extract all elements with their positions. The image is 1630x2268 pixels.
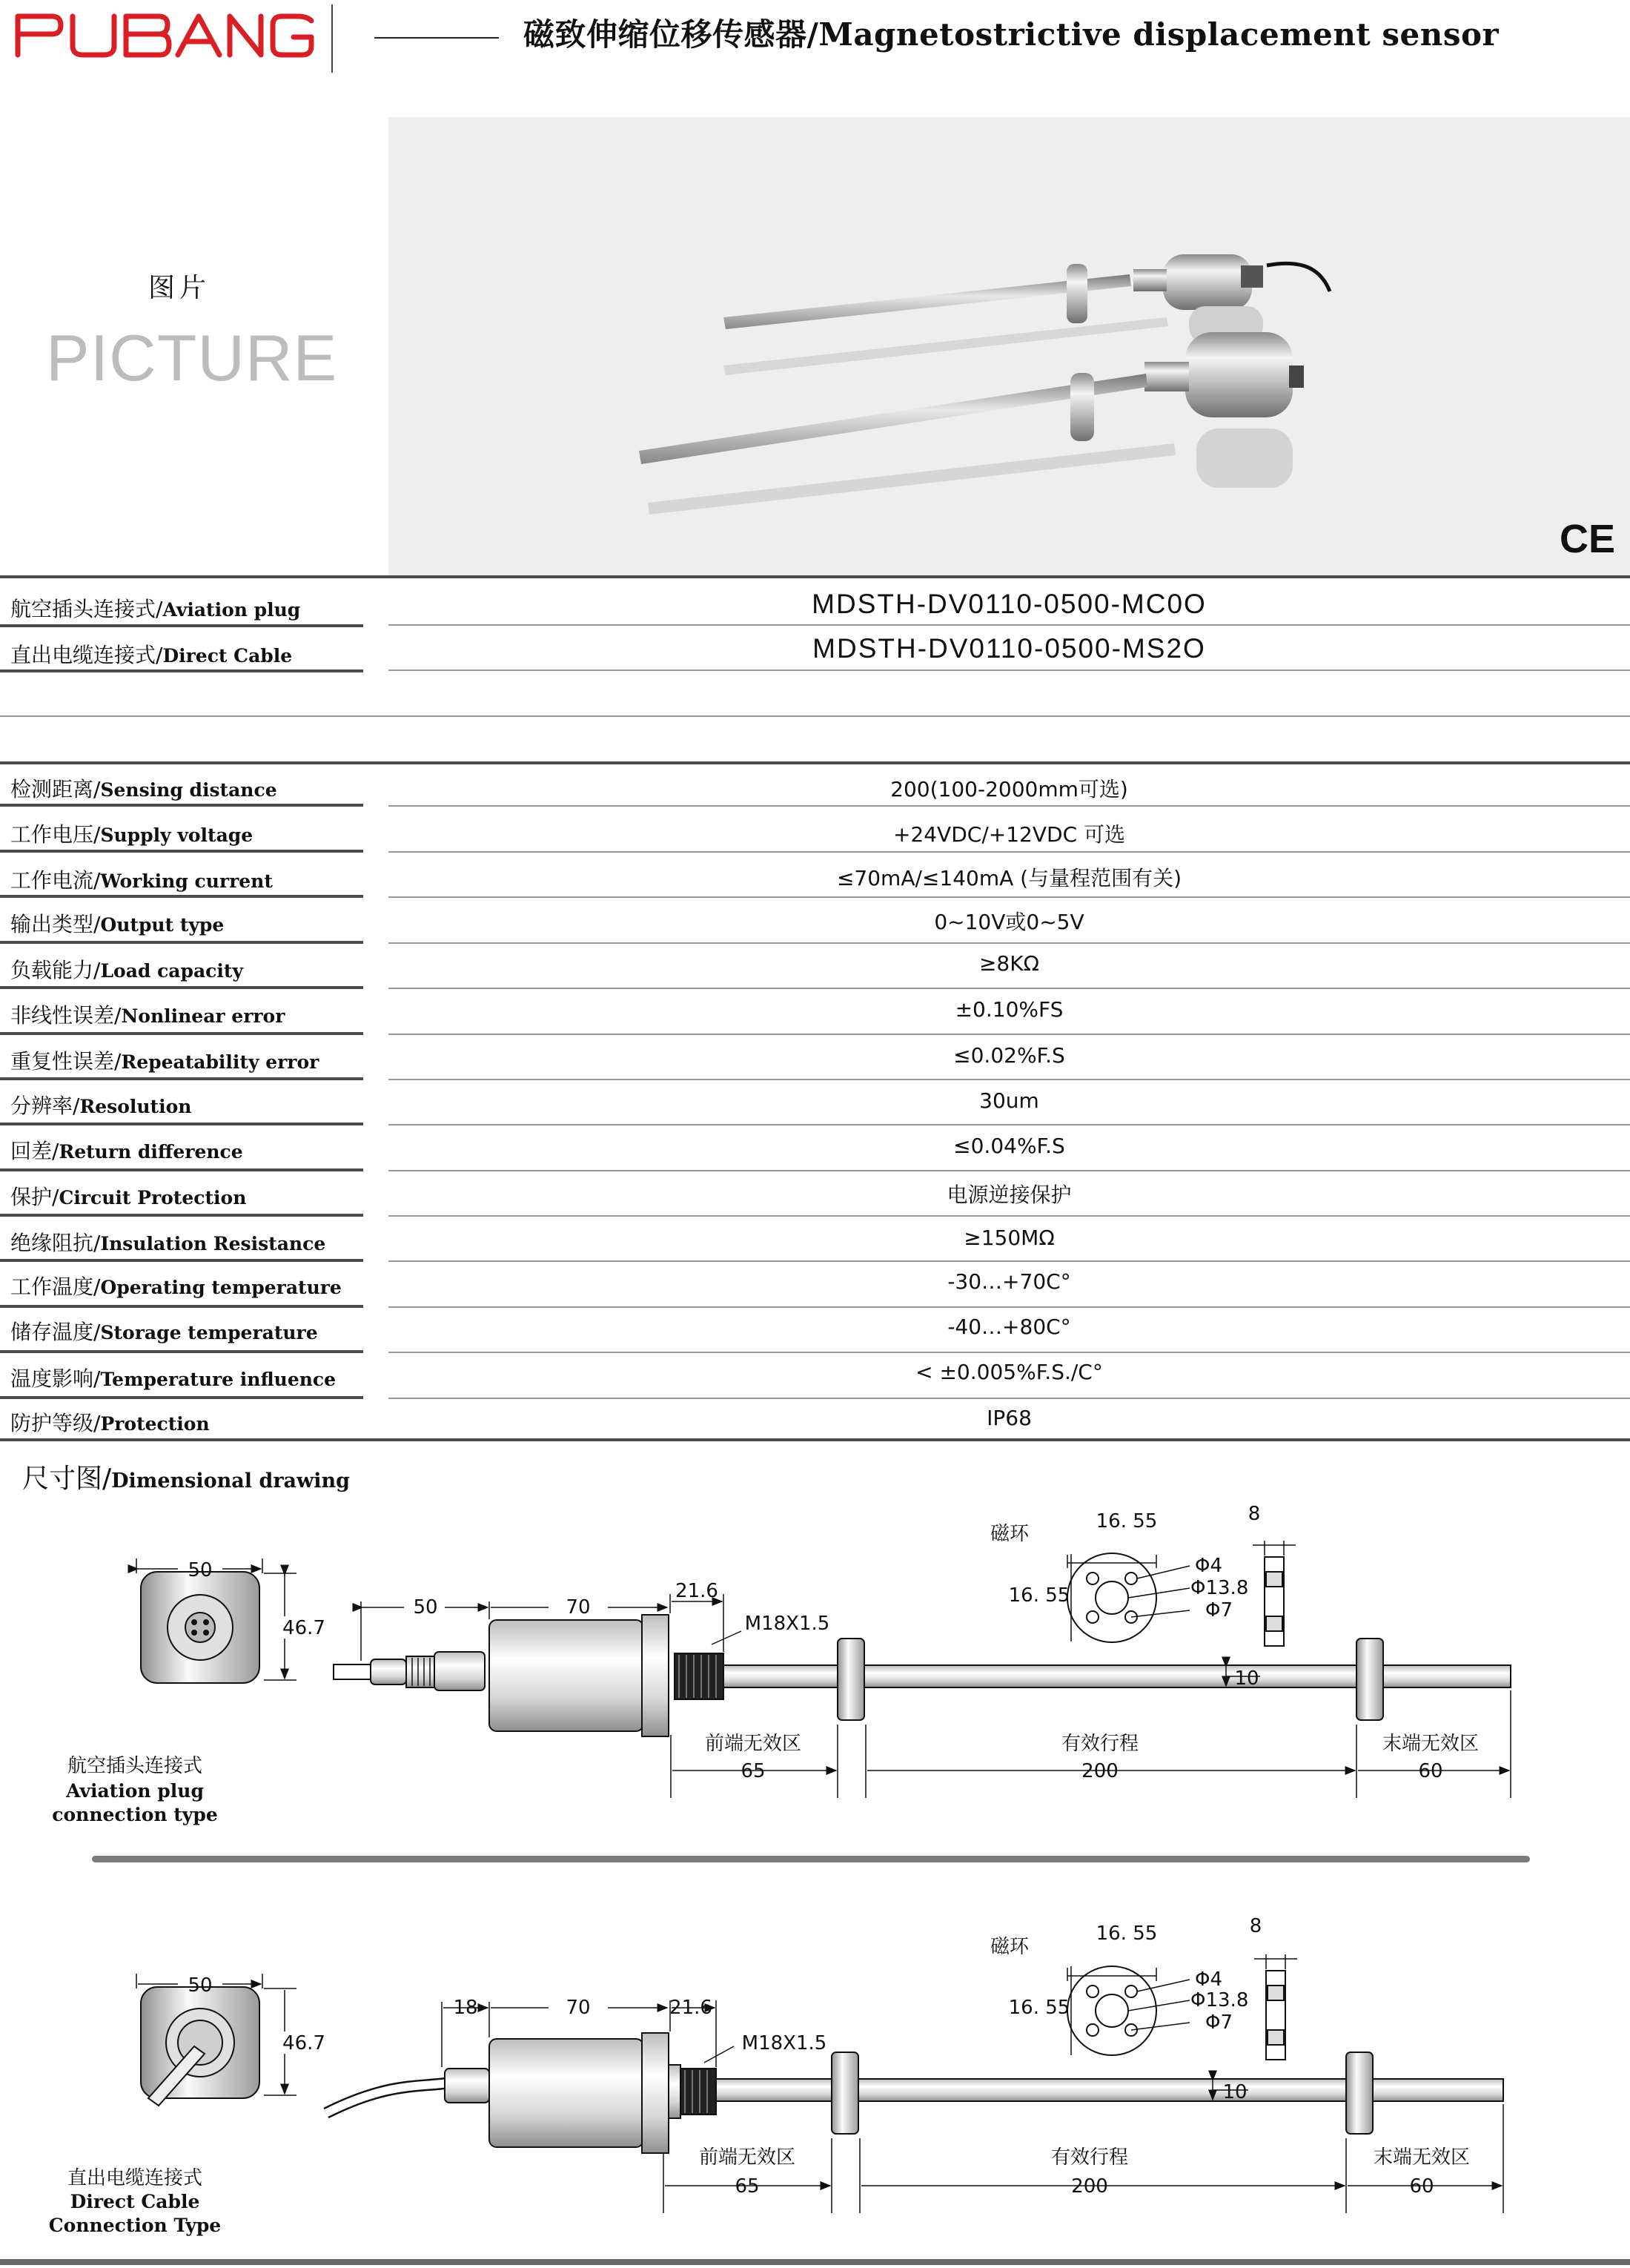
model-value: MDSTH-DV0110-0500-MC0O — [812, 589, 1207, 619]
spec-label: 检测距离/Sensing distance — [10, 777, 277, 801]
row-rule — [0, 1032, 363, 1035]
svg-text:10: 10 — [1222, 2081, 1248, 2103]
svg-text:50: 50 — [188, 1559, 213, 1581]
spec-value: ≤70mA/≤140mA (与量程范围有关) — [836, 866, 1182, 890]
spec-value: +24VDC/+12VDC 可选 — [892, 822, 1126, 847]
row-rule — [0, 761, 1630, 764]
svg-text:磁环: 磁环 — [990, 1936, 1030, 1958]
svg-text:65: 65 — [741, 1760, 766, 1782]
svg-text:18: 18 — [453, 1997, 478, 2019]
spec-value: -40…+80C° — [947, 1315, 1071, 1339]
row-rule — [0, 715, 1630, 717]
svg-text:10: 10 — [1234, 1667, 1259, 1690]
spec-label: 绝缘阻抗/Insulation Resistance — [10, 1231, 326, 1255]
svg-text:21.6: 21.6 — [675, 1580, 718, 1602]
svg-text:末端无效区: 末端无效区 — [1373, 2146, 1471, 2169]
svg-text:Φ13.8: Φ13.8 — [1190, 1577, 1249, 1599]
row-rule — [388, 1398, 1630, 1399]
row-rule — [0, 850, 363, 853]
row-rule — [388, 1170, 1630, 1171]
model-value: MDSTH-DV0110-0500-MS2O — [812, 633, 1206, 664]
row-rule — [388, 988, 1630, 989]
svg-text:Φ7: Φ7 — [1205, 2011, 1233, 2034]
spec-value: -30…+70C° — [947, 1269, 1071, 1294]
row-rule — [388, 624, 1630, 626]
row-rule — [0, 986, 363, 989]
row-rule — [0, 895, 363, 898]
spec-value: 200(100-2000mm可选) — [890, 777, 1128, 801]
row-rule — [0, 1305, 363, 1308]
row-rule — [0, 624, 363, 627]
row-rule — [388, 1079, 1630, 1080]
svg-text:50: 50 — [188, 1974, 213, 1997]
table-top-rule — [0, 575, 1630, 578]
svg-text:有效行程: 有效行程 — [1061, 1733, 1139, 1755]
row-rule — [0, 1077, 363, 1080]
svg-text:connection type: connection type — [52, 1804, 218, 1825]
row-rule — [388, 1306, 1630, 1308]
svg-text:直出电缆连接式: 直出电缆连接式 — [67, 2167, 203, 2189]
spec-label: 负载能力/Load capacity — [10, 958, 243, 982]
spec-value: ≤0.02%F.S — [953, 1043, 1065, 1068]
spec-label: 回差/Return difference — [10, 1139, 243, 1163]
svg-text:航空插头连接式: 航空插头连接式 — [67, 1755, 203, 1777]
dimensional-heading: 尺寸图/Dimensional drawing — [22, 1464, 351, 1494]
svg-text:70: 70 — [566, 1596, 591, 1619]
svg-text:M18X1.5: M18X1.5 — [744, 1613, 830, 1635]
spec-value: ±0.10%FS — [955, 997, 1064, 1022]
row-rule — [388, 896, 1630, 898]
svg-text:前端无效区: 前端无效区 — [704, 1733, 802, 1755]
spec-label: 工作电压/Supply voltage — [10, 822, 254, 847]
row-rule — [388, 851, 1630, 853]
svg-text:Φ13.8: Φ13.8 — [1190, 1989, 1249, 2011]
drawing-direct-cable-labels — [49, 1915, 1470, 2236]
row-rule — [0, 1350, 363, 1353]
svg-text:50: 50 — [413, 1596, 438, 1619]
svg-text:16. 55: 16. 55 — [1096, 1922, 1158, 1945]
svg-text:Φ7: Φ7 — [1205, 1599, 1233, 1621]
svg-text:前端无效区: 前端无效区 — [698, 2146, 796, 2169]
svg-text:60: 60 — [1409, 2175, 1434, 2198]
drawing-direct-cable — [136, 1954, 1503, 2213]
svg-text:46.7: 46.7 — [282, 2032, 325, 2054]
svg-text:21.6: 21.6 — [669, 1997, 712, 2019]
svg-text:8: 8 — [1249, 1915, 1262, 1937]
spec-value: ≥150MΩ — [964, 1226, 1055, 1250]
svg-text:46.7: 46.7 — [282, 1617, 325, 1639]
spec-label: 防护等级/Protection — [10, 1411, 210, 1435]
svg-text:70: 70 — [566, 1997, 591, 2019]
header-divider — [331, 4, 333, 73]
row-rule — [0, 1214, 363, 1217]
svg-text:16. 55: 16. 55 — [1008, 1584, 1070, 1607]
svg-text:末端无效区: 末端无效区 — [1382, 1733, 1480, 1755]
row-rule — [388, 670, 1630, 671]
svg-text:M18X1.5: M18X1.5 — [741, 2032, 827, 2054]
spec-label: 工作温度/Operating temperature — [10, 1274, 342, 1299]
svg-text:200: 200 — [1081, 1760, 1119, 1782]
row-rule — [388, 1124, 1630, 1125]
spec-value: < ±0.005%F.S./C° — [915, 1360, 1103, 1384]
spec-value: 30um — [979, 1088, 1039, 1113]
spec-value: 电源逆接保护 — [947, 1183, 1072, 1207]
picture-label-en: PICTURE — [46, 321, 338, 394]
row-rule — [0, 1396, 363, 1399]
row-rule — [0, 670, 363, 672]
spec-label: 工作电流/Working current — [10, 868, 273, 893]
svg-text:PUBANG: PUBANG — [165, 40, 169, 41]
row-rule — [388, 1260, 1630, 1262]
brand-logo — [13, 10, 317, 59]
svg-text:Φ4: Φ4 — [1195, 1555, 1223, 1577]
page-title: 磁致伸缩位移传感器/Magnetostrictive displacement sensor — [523, 16, 1500, 53]
spec-value: ≥8KΩ — [978, 951, 1040, 976]
svg-text:16. 55: 16. 55 — [1008, 1997, 1070, 2019]
row-rule — [0, 1438, 1630, 1441]
svg-text:65: 65 — [735, 2175, 760, 2198]
ce-mark: CE — [1560, 517, 1616, 561]
svg-text:Aviation plug: Aviation plug — [66, 1780, 204, 1802]
svg-text:Φ4: Φ4 — [1195, 1968, 1223, 1991]
product-photo — [388, 117, 1630, 575]
row-rule — [0, 1123, 363, 1125]
svg-text:磁环: 磁环 — [990, 1523, 1030, 1545]
footer-rule — [0, 2259, 1630, 2265]
model-label: 航空插头连接式/Aviation plug — [10, 597, 301, 621]
row-rule — [0, 941, 363, 944]
row-rule — [388, 1034, 1630, 1035]
model-label: 直出电缆连接式/Direct Cable — [10, 643, 293, 667]
spec-label: 保护/Circuit Protection — [10, 1185, 247, 1209]
row-rule — [388, 1352, 1630, 1353]
spec-value: 0~10V或0~5V — [934, 910, 1084, 934]
picture-label-cn: 图片 — [148, 273, 211, 303]
row-rule — [388, 942, 1630, 944]
svg-text:60: 60 — [1418, 1760, 1443, 1782]
row-rule — [388, 1215, 1630, 1217]
row-rule — [0, 1168, 363, 1171]
svg-text:Connection Type: Connection Type — [48, 2215, 222, 2236]
row-rule — [0, 804, 363, 807]
row-rule — [388, 805, 1630, 807]
dimensional-drawing — [0, 1483, 1630, 2259]
svg-text:8: 8 — [1248, 1503, 1261, 1525]
header-rule — [374, 37, 499, 39]
row-rule — [0, 1259, 363, 1262]
svg-text:有效行程: 有效行程 — [1050, 2146, 1129, 2169]
spec-value: ≤0.04%F.S — [953, 1134, 1065, 1158]
drawing-separator — [92, 1856, 1530, 1862]
svg-text:16. 55: 16. 55 — [1096, 1510, 1158, 1533]
spec-label: 重复性误差/Repeatability error — [10, 1049, 319, 1074]
spec-label: 储存温度/Storage temperature — [10, 1320, 318, 1344]
svg-text:200: 200 — [1071, 2175, 1108, 2198]
spec-label: 温度影响/Temperature influence — [10, 1366, 337, 1391]
spec-label: 分辨率/Resolution — [10, 1094, 192, 1118]
drawing-aviation-plug — [136, 1541, 1511, 1798]
spec-label: 输出类型/Output type — [10, 912, 225, 936]
svg-text:Direct Cable: Direct Cable — [70, 2191, 200, 2212]
spec-label: 非线性误差/Nonlinear error — [10, 1003, 285, 1028]
spec-value: IP68 — [987, 1406, 1032, 1430]
